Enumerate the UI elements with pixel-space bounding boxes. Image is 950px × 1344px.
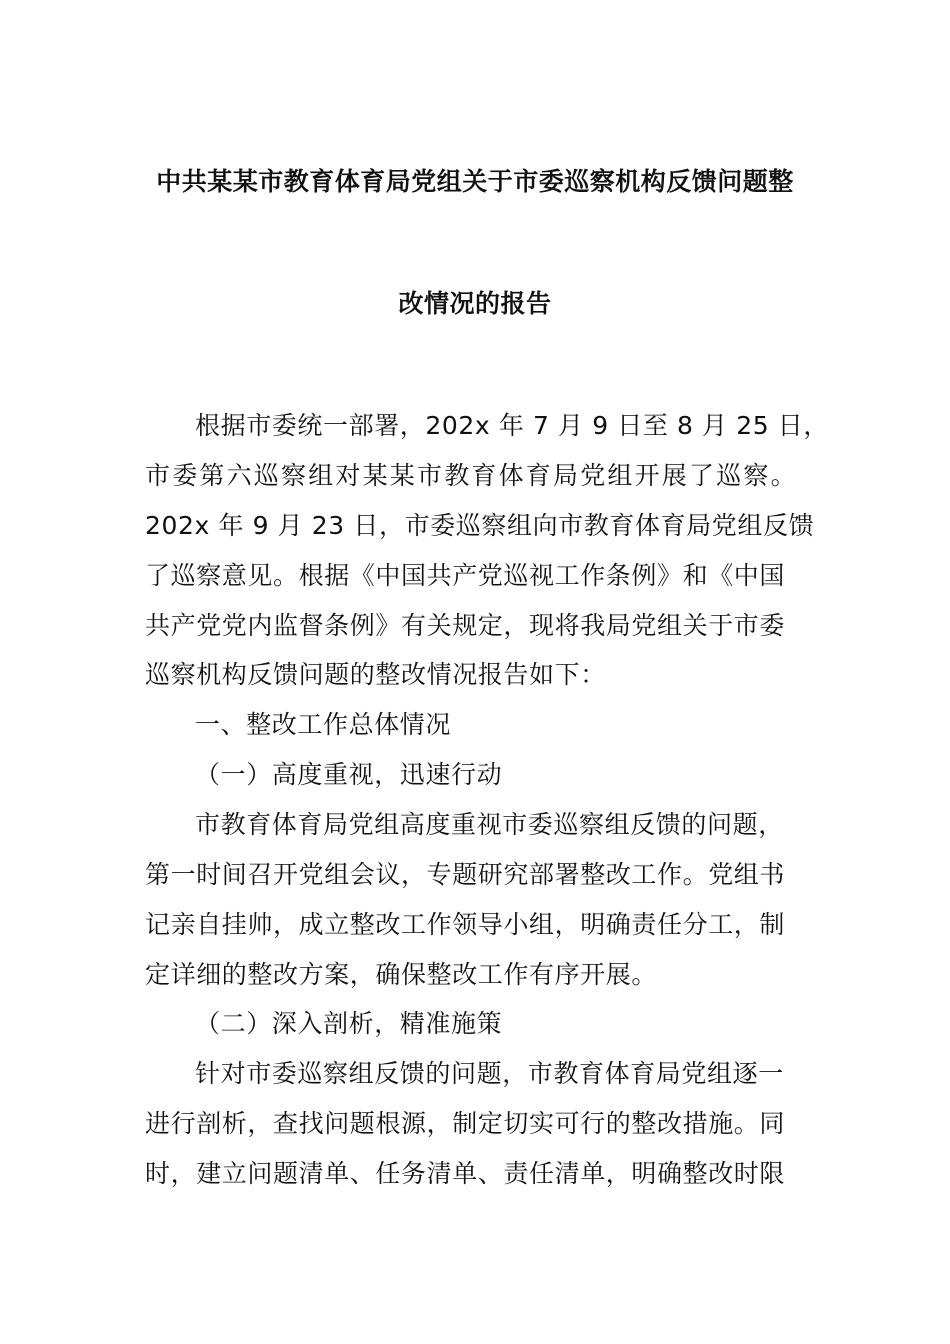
document-title-line-1: 中共某某市教育体育局党组关于市委巡察机构反馈问题整 xyxy=(156,167,794,196)
paragraph-line: 第一时间召开党组会议，专题研究部署整改工作。党组书 xyxy=(145,860,786,889)
subsection-heading: （二）深入剖析，精准施策 xyxy=(195,1009,503,1038)
paragraph-line: 巡察机构反馈问题的整改情况报告如下： xyxy=(145,660,606,689)
paragraph-line: 记亲自挂帅，成立整改工作领导小组，明确责任分工，制 xyxy=(145,910,786,939)
paragraph-line: 202x 年 9 月 23 日，市委巡察组向市教育体育局党组反馈 xyxy=(145,511,815,540)
paragraph-line: 市教育体育局党组高度重视市委巡察组反馈的问题， xyxy=(195,810,784,839)
paragraph-line: 进行剖析，查找问题根源，制定切实可行的整改措施。同 xyxy=(145,1109,786,1138)
paragraph-line: 共产党党内监督条例》有关规定，现将我局党组关于市委 xyxy=(145,611,786,640)
paragraph-line: 定详细的整改方案，确保整改工作有序开展。 xyxy=(145,960,658,989)
section-heading: 一、整改工作总体情况 xyxy=(195,710,452,739)
paragraph-line: 时，建立问题清单、任务清单、责任清单，明确整改时限 xyxy=(145,1159,786,1188)
paragraph-line: 根据市委统一部署，202x 年 7 月 9 日至 8 月 25 日， xyxy=(195,411,829,440)
subsection-heading: （一）高度重视，迅速行动 xyxy=(195,760,503,789)
paragraph-line: 了巡察意见。根据《中国共产党巡视工作条例》和《中国 xyxy=(145,561,786,590)
document-title-line-2: 改情况的报告 xyxy=(398,289,552,318)
paragraph-line: 市委第六巡察组对某某市教育体育局党组开展了巡察。 xyxy=(145,461,798,490)
paragraph-line: 针对市委巡察组反馈的问题，市教育体育局党组逐一 xyxy=(195,1059,784,1088)
